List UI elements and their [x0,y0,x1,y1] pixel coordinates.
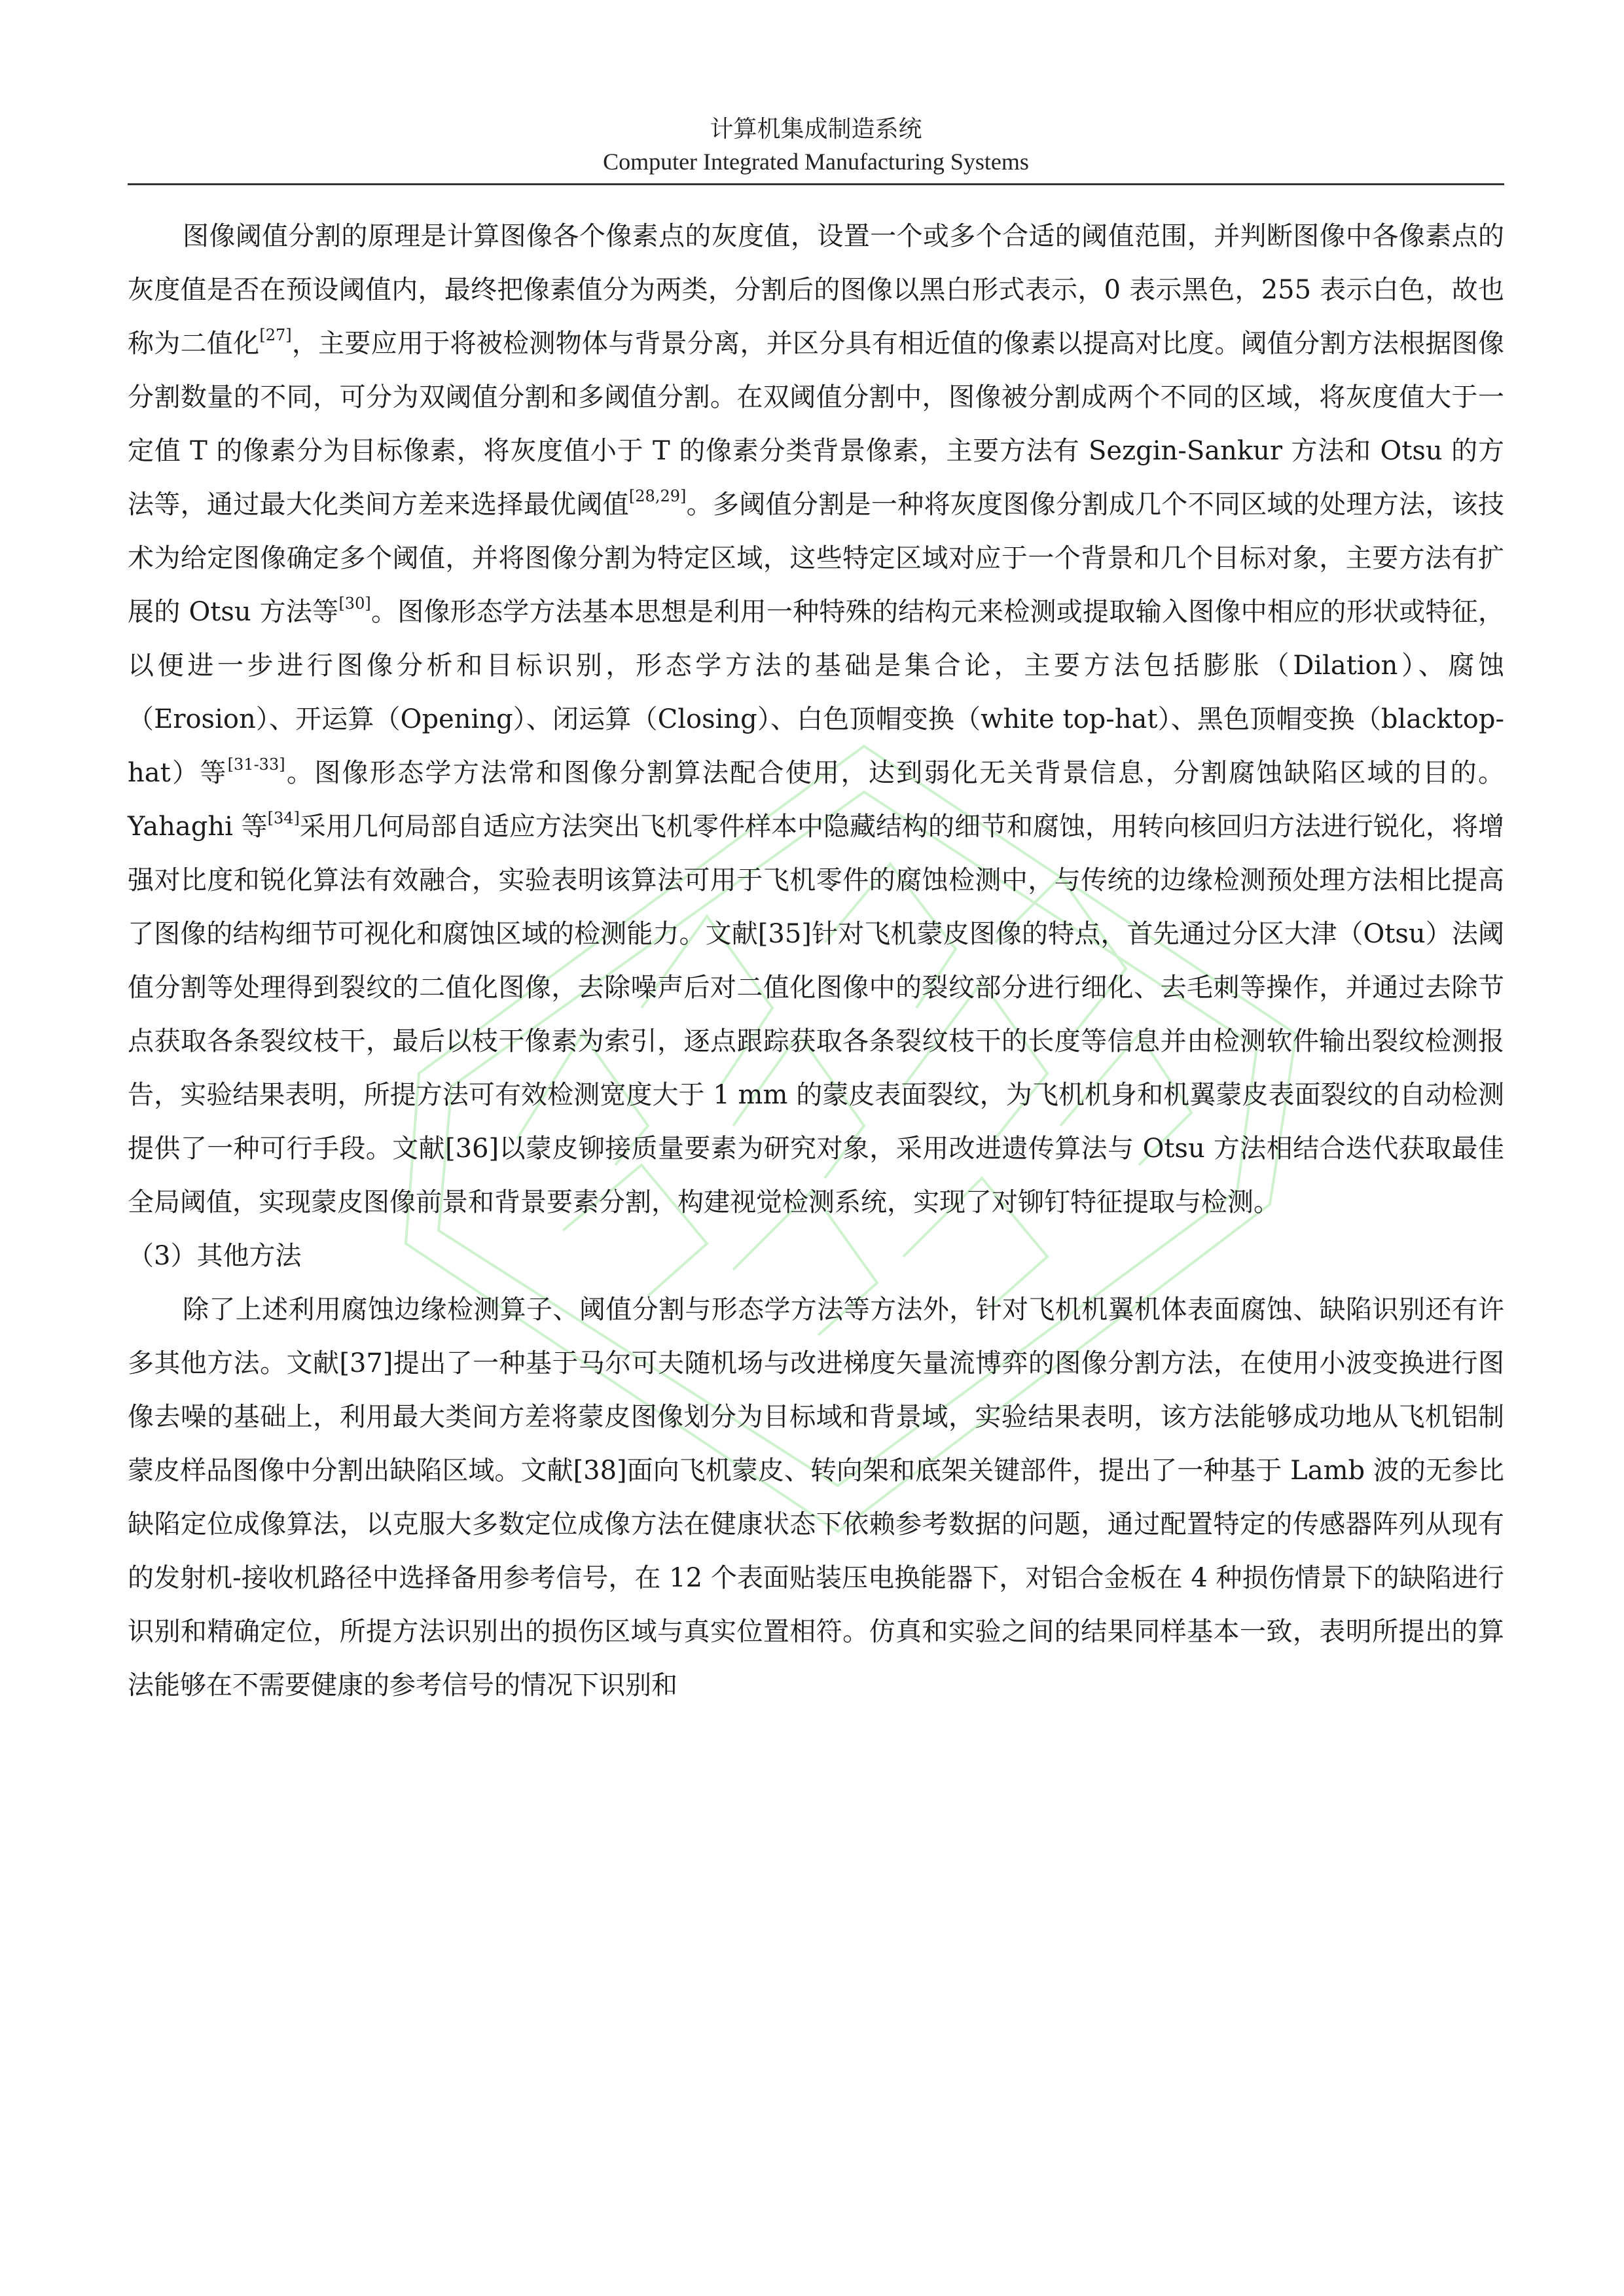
citation-31-33: [31-33] [227,755,285,774]
text-run: 图像阈值分割的原理是计算图像各个像素点的灰度值，设置一个或多个合适的阈值范围，并判断图像中各像素点的灰度值是否在预设阈值内，最终把像素值分为两类，分割后的图像以黑白形式表示，0 表示黑色，255 表示白色，故也称为二值化 [128,221,1504,359]
text-run: 。多阈值分割是一种将灰度图像分割成几个不同区域的处理方法，该技术为给定图像确定多个阈值，并将图像分割为特定区域，这些特定区域对应于一个背景和几个目标对象，主要方法有扩展的 Otsu 方法等 [128,490,1505,627]
text-run: 。图像形态学方法常和图像分割算法配合使用，达到弱化无关背景信息，分割腐蚀缺陷区域的目的。Yahaghi 等 [128,758,1505,842]
citation-30: [30] [338,594,371,613]
text-run: 采用几何局部自适应方法突出飞机零件样本中隐藏结构的细节和腐蚀，用转向核回归方法进行锐化，将增强对比度和锐化算法有效融合，实验表明该算法可用于飞机零件的腐蚀检测中，与传统的边缘检测预处理方法相比提高了图像的结构细节可视化和腐蚀区域的检测能力。文献[35]针对飞机蒙皮图像的特点，首先通过分区大津（Otsu）法阈值分割等处理得到裂纹的二值化图像，去除噪声后对二值化图像中的裂纹部分进行细化、去毛刺等操作，并通过去除节点获取各条裂纹枝干，最后以枝干像素为索引，逐点跟踪获取各条裂纹枝干的长度等信息并由检测软件输出裂纹检测报告，实验结果表明，所提方法可有效检测宽度大于 1 mm 的蒙皮表面裂纹，为飞机机身和机翼蒙皮表面裂纹的自动检测提供了一种可行手段。文献[36]以蒙皮铆接质量要素为研究对象，采用改进遗传算法与 Otsu 方法相结合迭代获取最佳全局阈值，实现蒙皮图像前景和背景要素分割，构建视觉检测系统，实现了对铆钉特征提取与检测。 [128,812,1504,1217]
citation-28-29: [28,29] [628,486,687,505]
text-run: ，主要应用于将被检测物体与背景分离，并区分具有相近值的像素以提高对比度。阈值分割方法根据图像分割数量的不同，可分为双阈值分割和多阈值分割。在双阈值分割中，图像被分割成两个不同的区域，将灰度值大于一定值 T 的像素分为目标像素，将灰度值小于 T 的像素分类背景像素，主要方法有 Sezgin-Sankur 方法和 Otsu 的方法等，通过最大化类间方差来选择最优阈值 [128,329,1505,520]
citation-34: [34] [267,808,300,827]
paragraph-thresholding [128,209,1504,1229]
journal-title-en: Computer Integrated Manufacturing Systems [603,149,1029,175]
citation-27: [27] [259,325,292,344]
paragraph-other-methods: 除了上述利用腐蚀边缘检测算子、阈值分割与形态学方法等方法外，针对飞机机翼机体表面腐蚀、缺陷识别还有许多其他方法。文献[37]提出了一种基于马尔可夫随机场与改进梯度矢量流博弈的图像分割方法，在使用小波变换进行图像去噪的基础上，利用最大类间方差将蒙皮图像划分为目标域和背景域，实验结果表明，该方法能够成功地从飞机铝制蒙皮样品图像中分割出缺陷区域。文献[38]面向飞机蒙皮、转向架和底架关键部件，提出了一种基于 Lamb 波的无参比缺陷定位成像算法，以克服大多数定位成像方法在健康状态下依赖参考数据的问题，通过配置特定的传感器阵列从现有的发射机-接收机路径中选择备用参考信号，在 12 个表面贴装压电换能器下，对铝合金板在 4 种损伤情景下的缺陷进行识别和精确定位，所提方法识别出的损伤区域与真实位置相符。仿真和实验之间的结果同样基本一致，表明所提出的算法能够在不需要健康的参考信号的情况下识别和 [128,1295,1504,1700]
section-heading-other-methods: （3）其他方法 [128,1241,302,1271]
running-head [128,113,1504,178]
journal-title-cn: 计算机集成制造系统 [710,116,922,142]
header-rule [128,183,1504,185]
text-run: 。图像形态学方法基本思想是利用一种特殊的结构元来检测或提取输入图像中相应的形状或特征，以便进一步进行图像分析和目标识别，形态学方法的基础是集合论，主要方法包括膨胀（Dilation）、腐蚀（Erosion）、开运算（Opening）、闭运算（Closing）、白色顶帽变换（white top-hat）、黑色顶帽变换（blacktop-hat）等 [128,597,1505,788]
article-body [128,209,1504,1712]
